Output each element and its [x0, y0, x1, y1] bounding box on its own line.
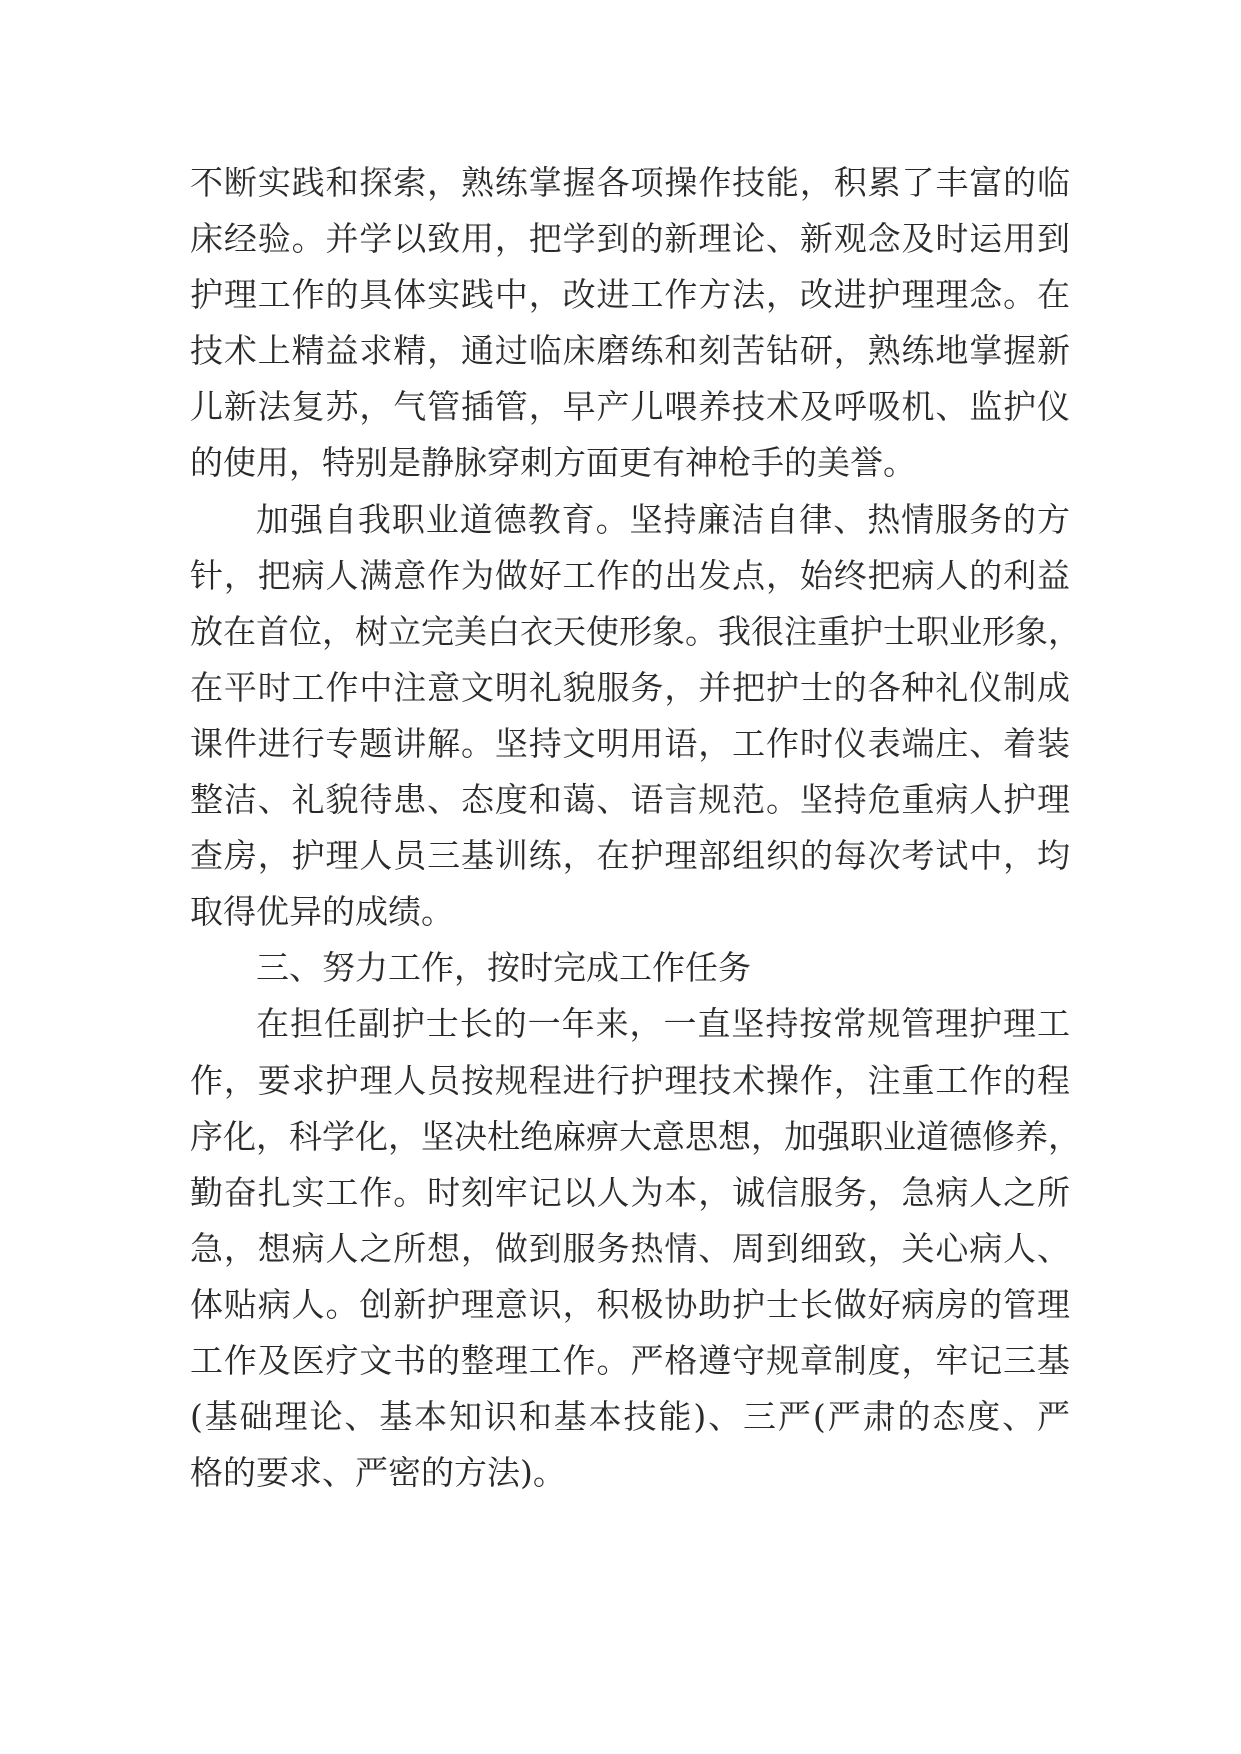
- text-line: 针，把病人满意作为做好工作的出发点，始终把病人的利益: [190, 555, 1070, 595]
- text-line: 工作及医疗文书的整理工作。严格遵守规章制度，牢记三基: [190, 1340, 1070, 1380]
- text-line: (基础理论、基本知识和基本技能)、三严(严肃的态度、严: [190, 1397, 1070, 1437]
- text-line: 床经验。并学以致用，把学到的新理论、新观念及时运用到: [190, 219, 1070, 259]
- body-text: [190, 155, 1081, 1501]
- text-line: 作，要求护理人员按规程进行护理技术操作，注重工作的程: [190, 1060, 1070, 1100]
- text-line: 体贴病人。创新护理意识，积极协助护士长做好病房的管理: [190, 1284, 1070, 1324]
- paragraph-start-line: 在担任副护士长的一年来，一直坚持按常规管理护理工: [256, 1004, 1070, 1044]
- text-line: 的使用，特别是静脉穿刺方面更有神枪手的美誉。: [190, 443, 916, 483]
- text-line: 勤奋扎实工作。时刻牢记以人为本，诚信服务，急病人之所: [190, 1172, 1070, 1212]
- text-line: 查房，护理人员三基训练，在护理部组织的每次考试中，均: [190, 836, 1070, 876]
- paragraph-start-line: 加强自我职业道德教育。坚持廉洁自律、热情服务的方: [256, 499, 1070, 539]
- text-line: 放在首位，树立完美白衣天使形象。我很注重护士职业形象，: [190, 611, 1081, 651]
- text-line: 格的要求、严密的方法)。: [190, 1453, 566, 1493]
- text-line: 技术上精益求精，通过临床磨练和刻苦钻研，熟练地掌握新: [190, 331, 1070, 371]
- text-line: 儿新法复苏，气管插管，早产儿喂养技术及呼吸机、监护仪: [190, 387, 1070, 427]
- section-heading: 三、努力工作，按时完成工作任务: [256, 948, 751, 988]
- text-line: 在平时工作中注意文明礼貌服务，并把护士的各种礼仪制成: [190, 667, 1070, 707]
- text-line: 不断实践和探索，熟练掌握各项操作技能，积累了丰富的临: [190, 163, 1070, 202]
- text-line: 序化，科学化，坚决杜绝麻痹大意思想，加强职业道德修养，: [190, 1116, 1081, 1156]
- text-line: 护理工作的具体实践中，改进工作方法，改进护理理念。在: [190, 275, 1070, 315]
- text-line: 急，想病人之所想，做到服务热情、周到细致，关心病人、: [190, 1228, 1070, 1268]
- text-line: 取得优异的成绩。: [190, 892, 454, 932]
- text-line: 整洁、礼貌待患、态度和蔼、语言规范。坚持危重病人护理: [190, 780, 1070, 820]
- text-line: 课件进行专题讲解。坚持文明用语，工作时仪表端庄、着装: [190, 723, 1070, 763]
